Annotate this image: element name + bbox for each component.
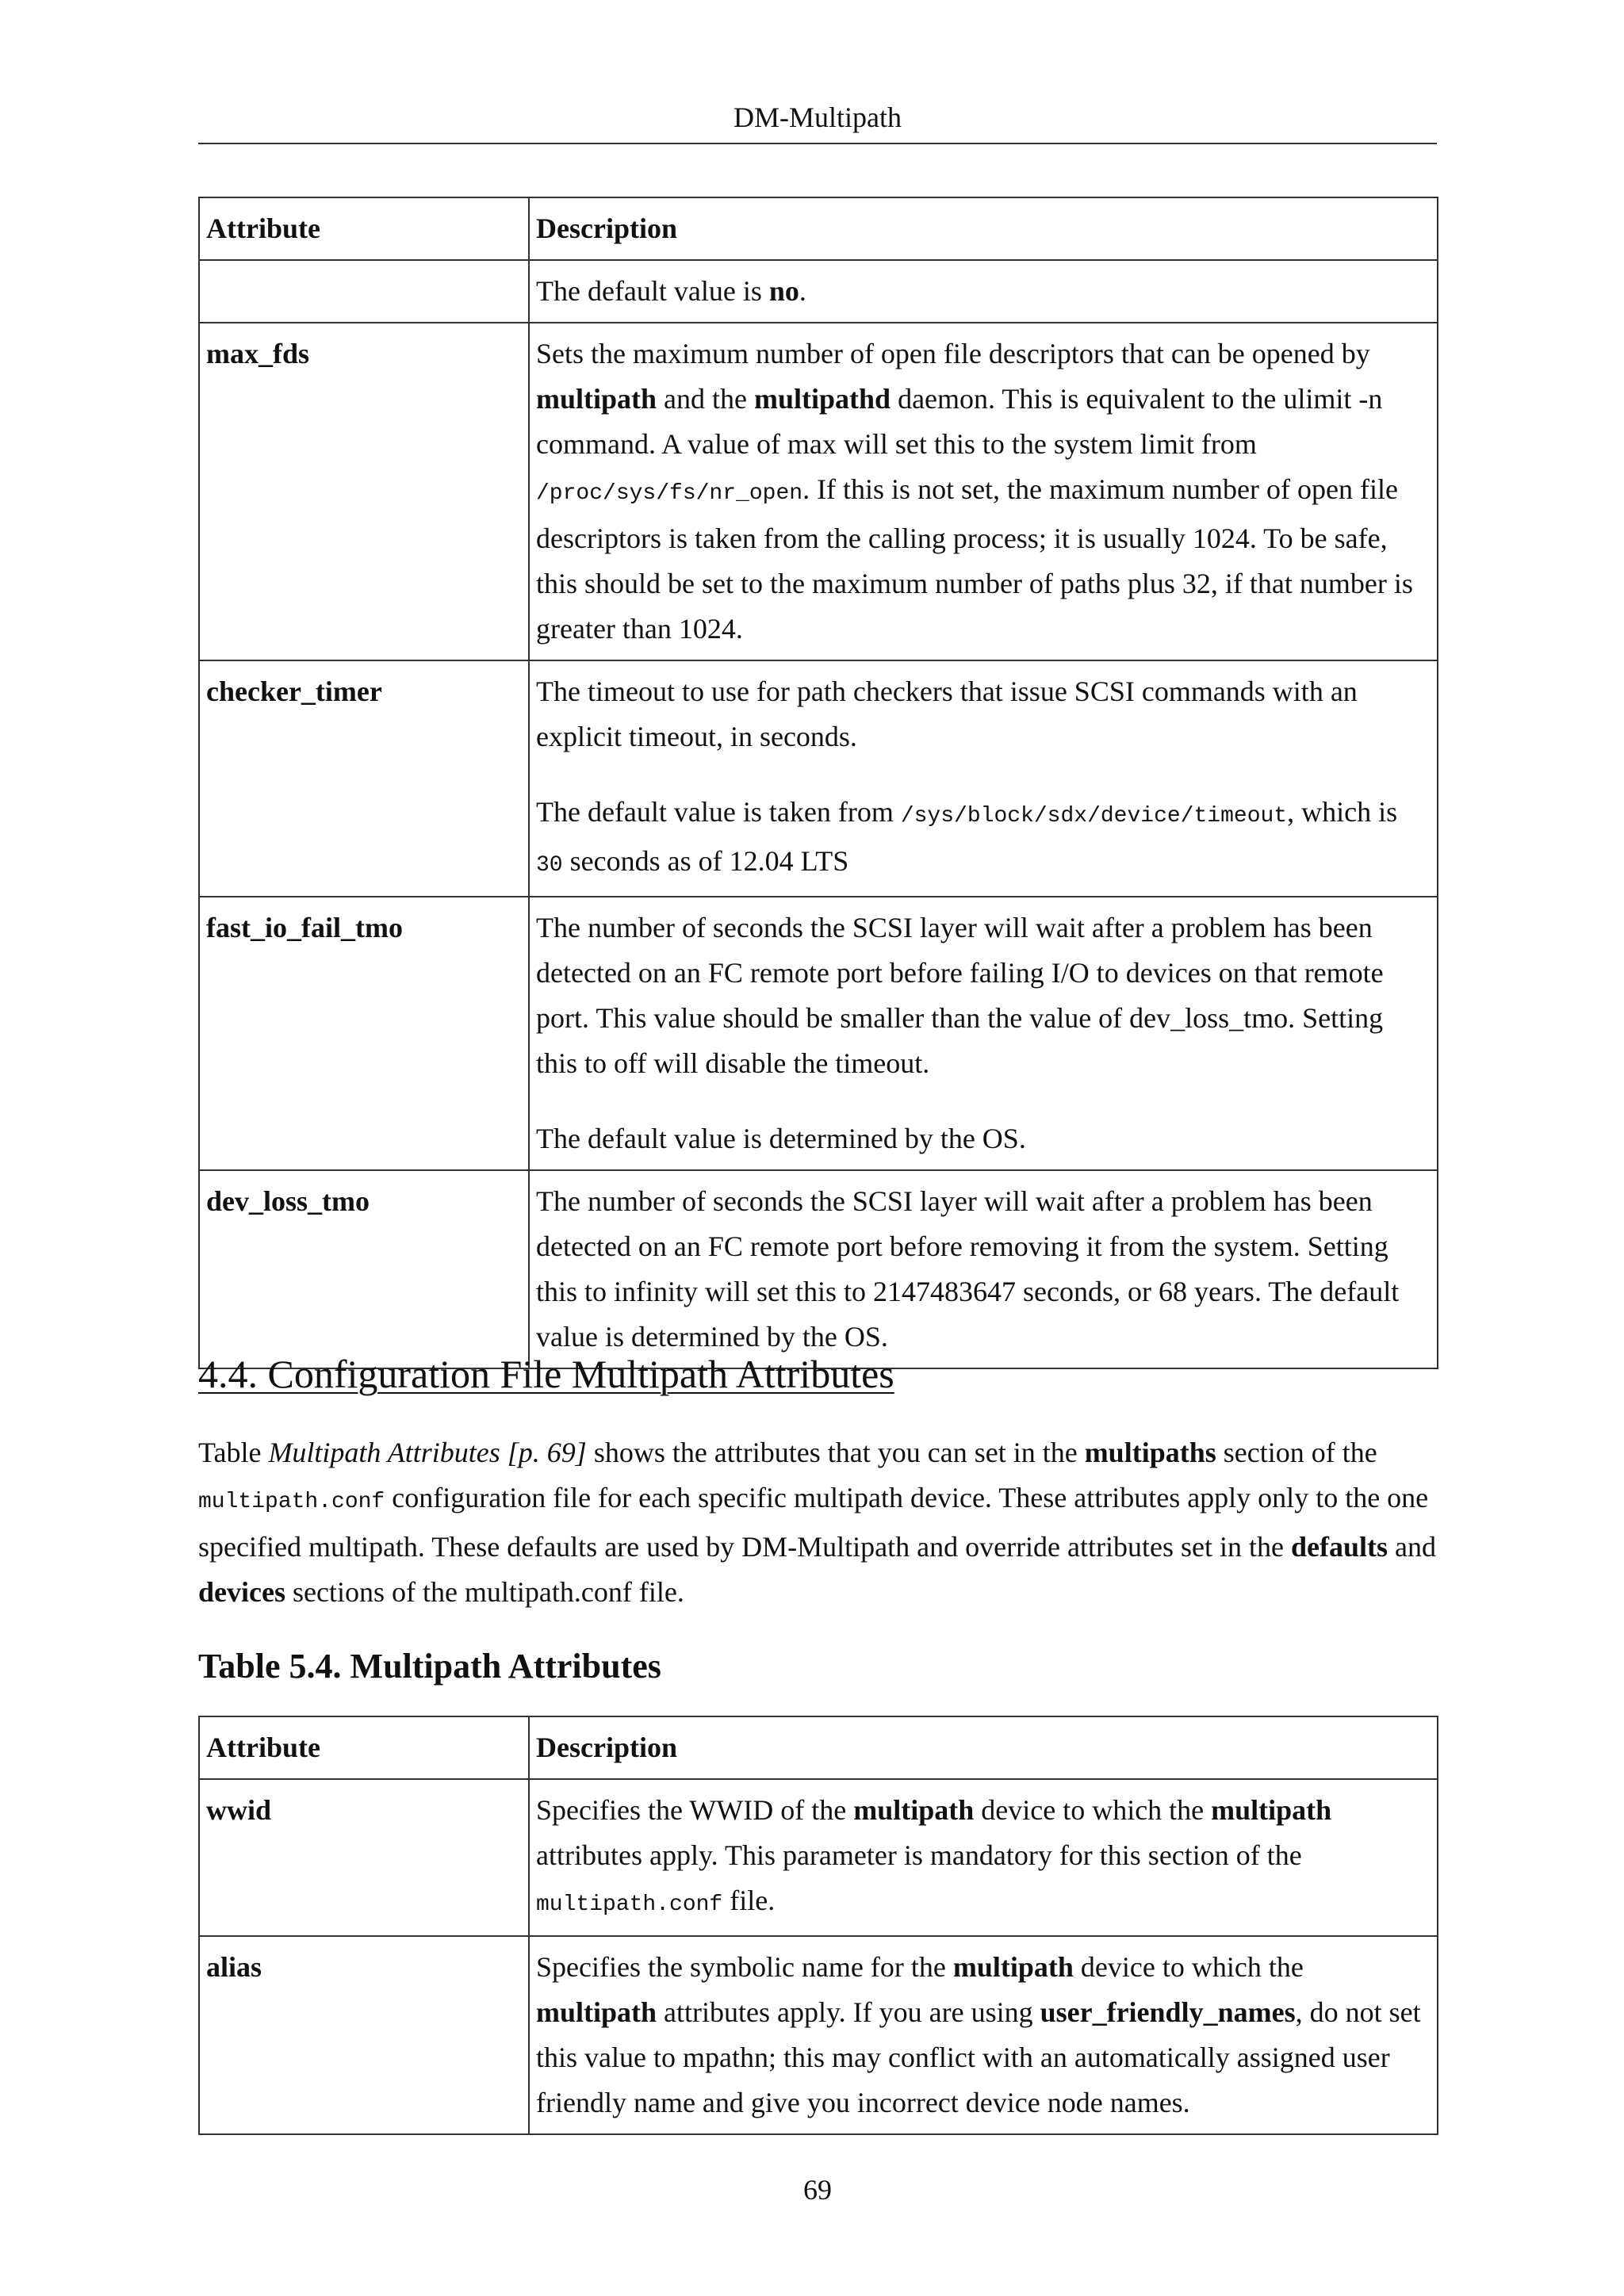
description-cell bbox=[529, 660, 1438, 897]
table-header-row bbox=[199, 197, 1438, 260]
description-cell bbox=[529, 897, 1438, 1170]
page-number: 69 bbox=[803, 2174, 832, 2206]
description-paragraph: The timeout to use for path checkers that issue SCSI commands with an explicit timeout, in seconds. bbox=[536, 675, 1358, 752]
column-header-description: Description bbox=[529, 1716, 1438, 1779]
header-rule bbox=[198, 143, 1437, 144]
table-row bbox=[199, 897, 1438, 1170]
description-cell: Specifies the symbolic name for the multipath device to which the multipath attributes apply. If you are using user_friendly_names, do not set this value to mpathn; this may conflict with an automatically assigned user friendly name and give you incorrect device node names. bbox=[529, 1936, 1438, 2134]
description-paragraph: The default value is determined by the OS. bbox=[536, 1123, 1026, 1154]
attribute-cell-empty bbox=[199, 260, 529, 323]
table-cross-reference-link[interactable]: Multipath Attributes [p. 69] bbox=[268, 1437, 587, 1468]
description-cell: Specifies the WWID of the multipath device to which the multipath attributes apply. This parameter is mandatory for this section of the multipath.conf file. bbox=[529, 1779, 1438, 1936]
attribute-name: alias bbox=[199, 1936, 529, 2134]
attribute-name: wwid bbox=[199, 1779, 529, 1936]
section-heading: 4.4. Configuration File Multipath Attributes bbox=[198, 1352, 894, 1396]
table-row bbox=[199, 660, 1438, 897]
document-page bbox=[198, 0, 1437, 2296]
table-header-row bbox=[199, 1716, 1438, 1779]
attribute-name: fast_io_fail_tmo bbox=[199, 897, 529, 1170]
table-row bbox=[199, 1170, 1438, 1368]
description-cell: The default value is no. bbox=[529, 260, 1438, 323]
table-caption: Table 5.4. Multipath Attributes bbox=[198, 1647, 661, 1686]
table-row bbox=[199, 1936, 1438, 2134]
column-header-description: Description bbox=[529, 197, 1438, 260]
attribute-name: checker_timer bbox=[199, 660, 529, 897]
section-paragraph: Table Multipath Attributes [p. 69] shows the attributes that you can set in the multipaths section of the multipath.conf configuration file for each specific multipath device. These attributes apply only to the one specified multipath. These defaults are used by DM-Multipath and override attributes set in the defaults and devices sections of the multipath.conf file. bbox=[198, 1437, 1436, 1608]
description-paragraph: The default value is taken from /sys/block/sdx/device/timeout, which is 30 seconds as of 12.04 LTS bbox=[536, 796, 1398, 878]
column-header-attribute: Attribute bbox=[199, 1716, 529, 1779]
description-cell: Sets the maximum number of open file descriptors that can be opened by multipath and the multipathd daemon. This is equivalent to the ulimit -n command. A value of max will set this to the system limit from /proc/sys/fs/nr_open. If this is not set, the maximum number of open file descriptors is taken from the calling process; it is usually 1024. To be safe, this should be set to the maximum number of paths plus 32, if that number is greater than 1024. bbox=[529, 323, 1438, 660]
attribute-name: dev_loss_tmo bbox=[199, 1170, 529, 1368]
multipath-attributes-table bbox=[198, 1716, 1438, 2135]
attribute-name: max_fds bbox=[199, 323, 529, 660]
description-cell: The number of seconds the SCSI layer will wait after a problem has been detected on an FC remote port before removing it from the system. Setting this to infinity will set this to 2147483647 seconds, or 68 years. The default value is determined by the OS. bbox=[529, 1170, 1438, 1368]
table-row bbox=[199, 260, 1438, 323]
attributes-table-continued bbox=[198, 197, 1438, 1369]
column-header-attribute: Attribute bbox=[199, 197, 529, 260]
table-row bbox=[199, 323, 1438, 660]
running-header: DM-Multipath bbox=[733, 101, 902, 133]
description-paragraph: The number of seconds the SCSI layer will wait after a problem has been detected on an FC remote port before failing I/O to devices on that remote port. This value should be smaller than the value of dev_loss_tmo. Setting this to off will disable the timeout. bbox=[536, 912, 1384, 1079]
table-row bbox=[199, 1779, 1438, 1936]
